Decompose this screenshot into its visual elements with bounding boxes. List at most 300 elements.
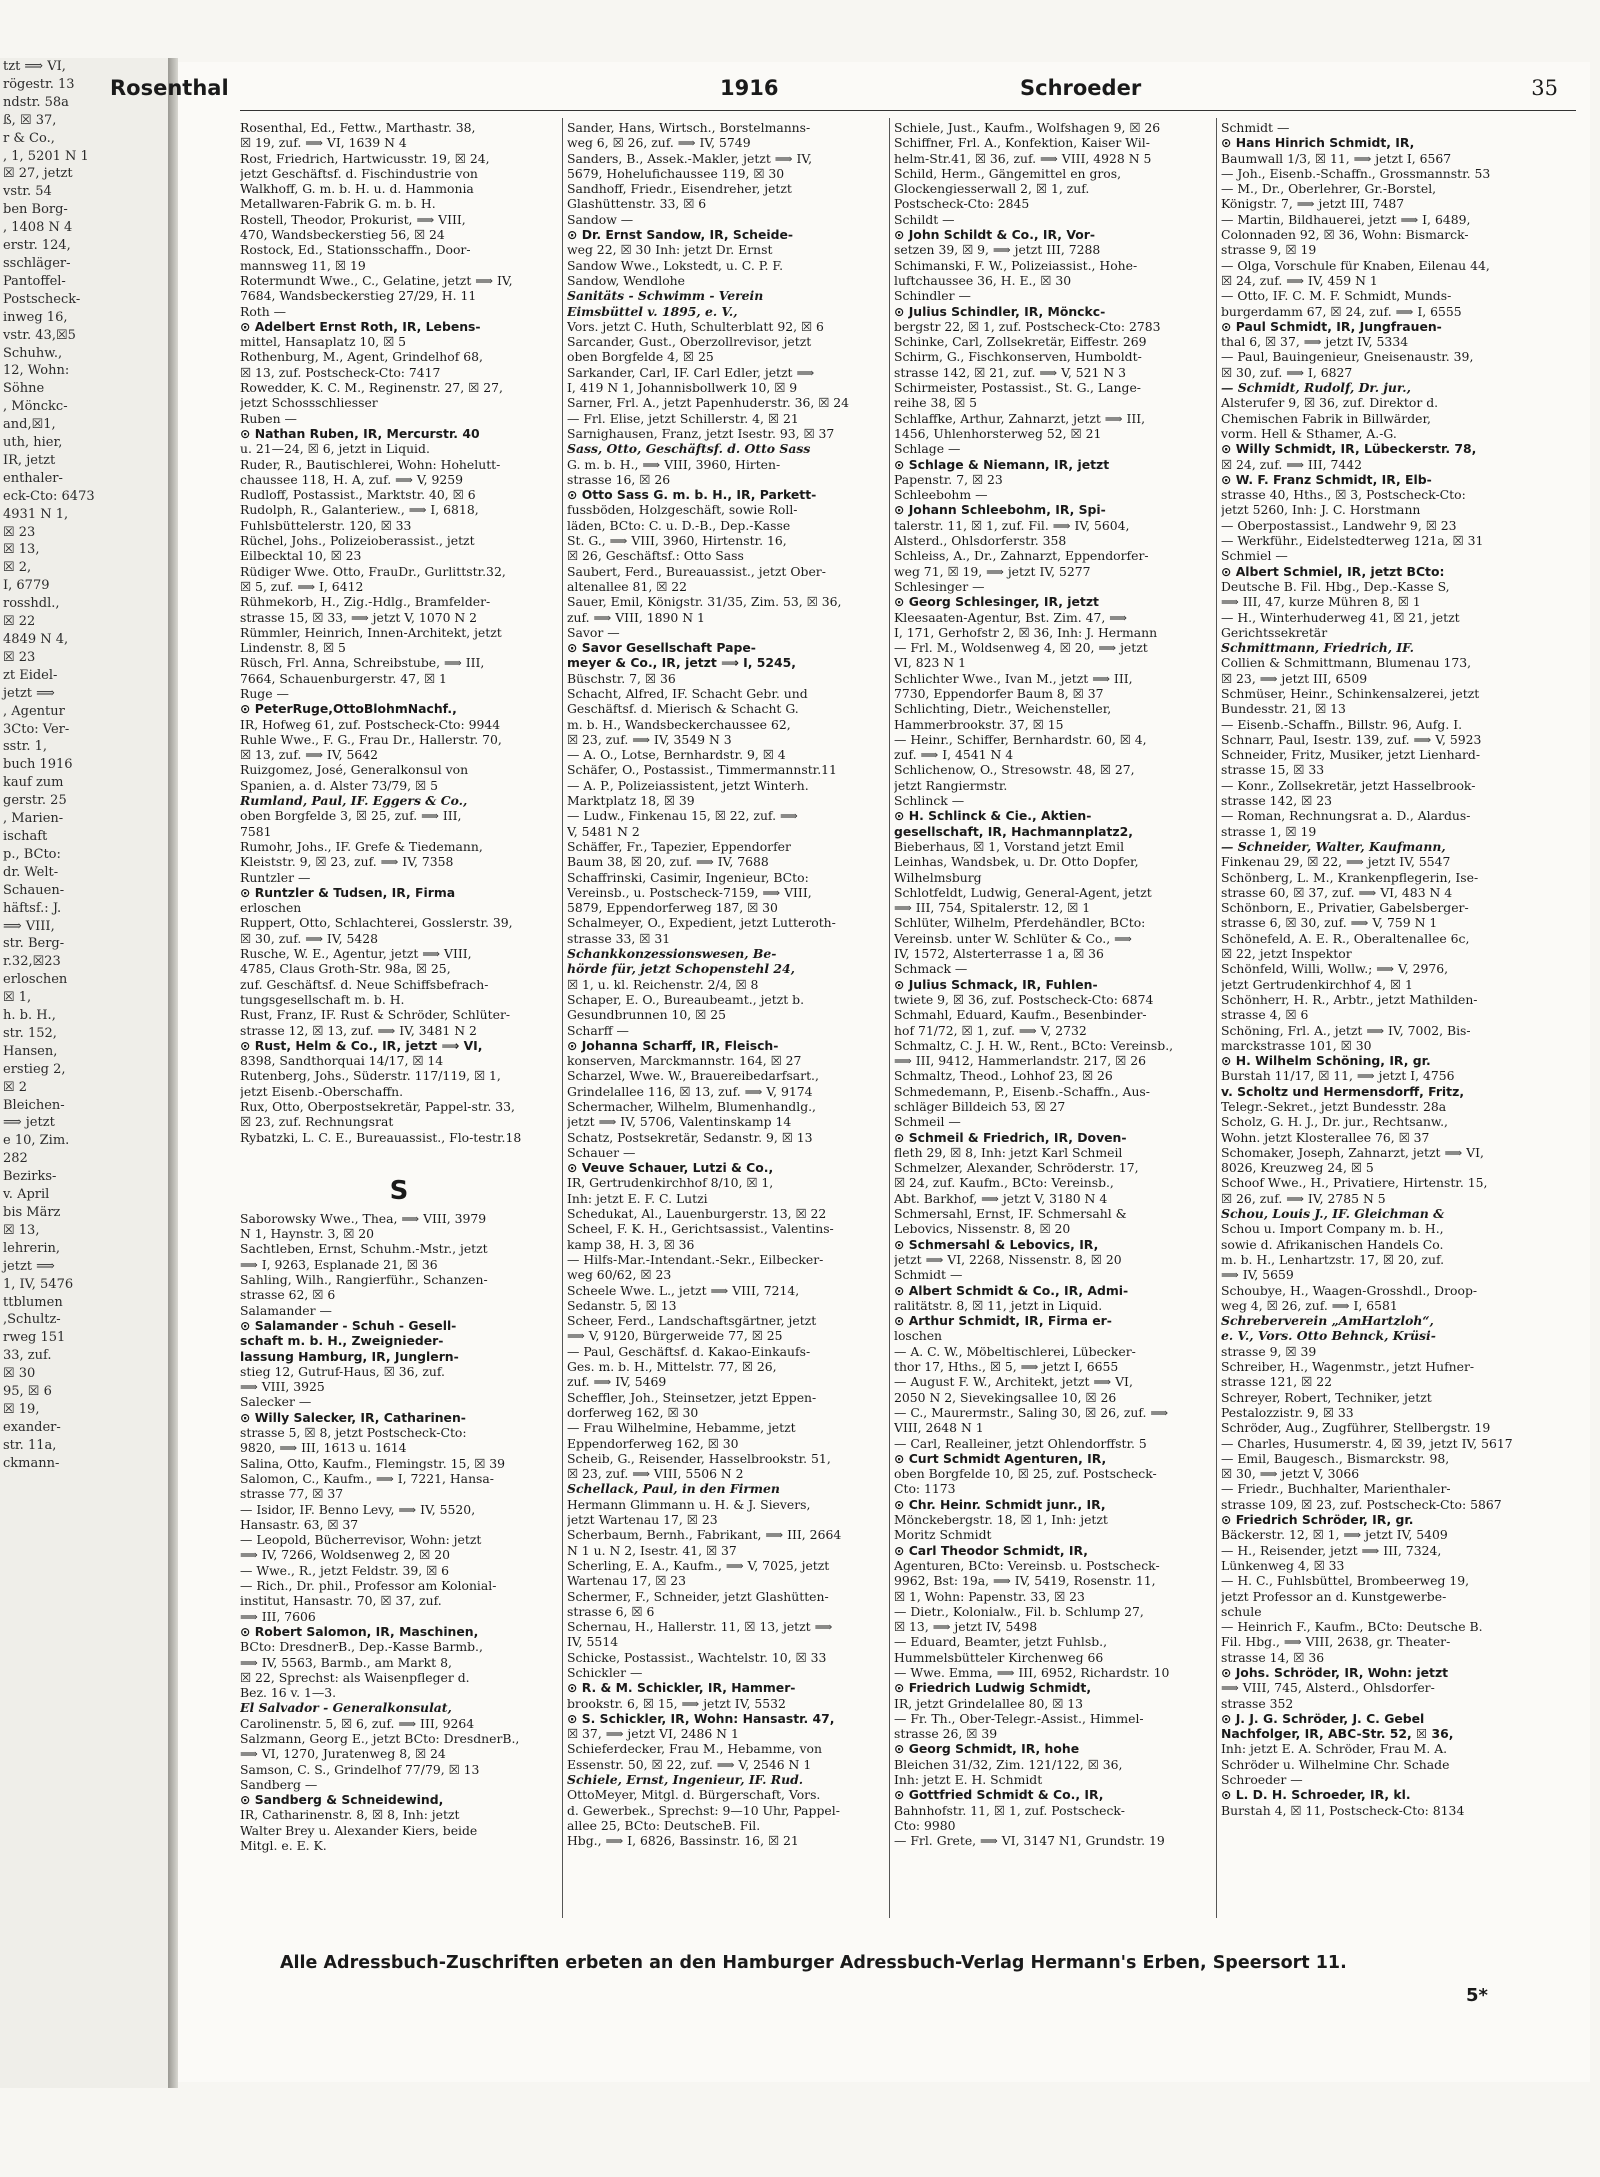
directory-entry-line: ☒ 13, zuf. ⟹ IV, 5642 <box>240 747 379 763</box>
directory-entry-line: Cto: 9980 <box>894 1817 956 1833</box>
directory-entry-line: — August F. W., Architekt, jetzt ⟹ VI, <box>894 1374 1133 1390</box>
directory-entry-line: Scheib, G., Reisender, Hasselbrookstr. 51, <box>567 1450 831 1466</box>
directory-entry-line: — Joh., Eisenb.-Schaffn., Grossmannstr. 53 <box>1221 165 1491 181</box>
directory-entry-line: ☒ 23, zuf. ⟹ IV, 3549 N 3 <box>567 731 732 747</box>
directory-entry-line: ⟹ VI, 1270, Juratenweg 8, ☒ 24 <box>240 1746 446 1762</box>
directory-entry-line: — Konr., Zollsekretär, jetzt Hasselbrook- <box>1221 777 1476 793</box>
directory-entry-line: zuf. ⟹ VIII, 1890 N 1 <box>567 609 705 625</box>
directory-entry-line: Rowedder, K. C. M., Reginenstr. 27, ☒ 27, <box>240 380 503 396</box>
directory-entry-line: — Frau Wilhelmine, Hebamme, jetzt <box>567 1420 796 1436</box>
book-gutter <box>168 58 178 2088</box>
directory-entry-line: Schacht, Alfred, IF. Schacht Gebr. und <box>567 685 808 701</box>
directory-entry-line: — Frl. M., Woldsenweg 4, ☒ 20, ⟹ jetzt <box>894 640 1148 656</box>
directory-entry-line: Rühmekorb, H., Zig.-Hdlg., Bramfelder- <box>240 594 491 610</box>
left-page-line: , Agentur <box>3 703 65 719</box>
directory-entry-line: jetzt Gertrudenkirchhof 4, ☒ 1 <box>1221 976 1413 992</box>
directory-entry-line: — Wwe., R., jetzt Feldstr. 39, ☒ 6 <box>240 1562 450 1578</box>
directory-entry-line: Eppendorferweg 162, ☒ 30 <box>567 1435 739 1451</box>
directory-entry-line: oben Borgfelde 4, ☒ 25 <box>567 349 714 365</box>
directory-entry-line: Schreyer, Robert, Techniker, jetzt <box>1221 1389 1432 1405</box>
directory-entry-line: ⊙ Willy Schmidt, IR, Lübeckerstr. 78, <box>1221 441 1477 457</box>
directory-entry-line: Alsterd., Ohlsdorferstr. 358 <box>894 533 1067 549</box>
directory-entry-line: Gerichtssekretär <box>1221 624 1328 640</box>
directory-entry-line: Schellack, Paul, in den Firmen <box>567 1481 780 1497</box>
left-page-line: 1, IV, 5476 <box>3 1276 74 1292</box>
left-page-line: 12, Wohn: <box>3 363 70 379</box>
directory-entry-line: erloschen <box>240 900 302 916</box>
directory-entry-line: Ruhle Wwe., F. G., Frau Dr., Hallerstr. 70, <box>240 731 502 747</box>
directory-entry-line: Schomaker, Joseph, Zahnarzt, jetzt ⟹ VI, <box>1221 1144 1484 1160</box>
directory-entry-line: Bez. 16 v. 1—3. <box>240 1685 337 1701</box>
directory-entry-line: Schlotfeldt, Ludwig, General-Agent, jetzt <box>894 884 1152 900</box>
directory-entry-line: ⊙ Dr. Ernst Sandow, IR, Scheide- <box>567 227 794 243</box>
directory-entry-line: Saborowsky Wwe., Thea, ⟹ VIII, 3979 <box>240 1210 487 1226</box>
directory-entry-line: Schmack — <box>894 961 968 977</box>
left-page-line: zt Eidel- <box>3 667 58 683</box>
directory-entry-line: ☒ 13, zuf. Postscheck-Cto: 7417 <box>240 364 441 380</box>
directory-entry-line: St. G., ⟹ VIII, 3960, Hirtenstr. 16, <box>567 533 787 549</box>
directory-entry-line: setzen 39, ☒ 9, ⟹ jetzt III, 7288 <box>894 242 1101 258</box>
left-page-line: erstieg 2, <box>3 1061 66 1077</box>
directory-entry-line: mittel, Hansaplatz 10, ☒ 5 <box>240 334 407 350</box>
directory-entry-line: Scheer, Ferd., Landschaftsgärtner, jetzt <box>567 1313 817 1329</box>
left-page-line: jetzt ⟹ <box>3 685 55 701</box>
directory-entry-line: Geschäftsf. d. Mierisch & Schacht G. <box>567 701 799 717</box>
directory-entry-line: strasse 26, ☒ 39 <box>894 1726 998 1742</box>
directory-entry-line: Hammerbrookstr. 37, ☒ 15 <box>894 716 1064 732</box>
directory-entry-line: 7664, Schauenburgerstr. 47, ☒ 1 <box>240 670 447 686</box>
directory-entry-line: ☒ 19, zuf. ⟹ VI, 1639 N 4 <box>240 135 407 151</box>
directory-entry-line: Ruben — <box>240 410 297 426</box>
directory-entry-line: ⊙ W. F. Franz Schmidt, IR, Elb- <box>1221 471 1432 487</box>
directory-entry-line: Sanitäts - Schwimm - Verein <box>567 288 764 304</box>
directory-entry-line: Wartenau 17, ☒ 23 <box>567 1573 687 1589</box>
directory-entry-line: ☒ 37, ⟹ jetzt VI, 2486 N 1 <box>567 1726 739 1742</box>
directory-entry-line: Rüdiger Wwe. Otto, FrauDr., Gurlittstr.32, <box>240 563 506 579</box>
directory-entry-line: Runtzler — <box>240 869 311 885</box>
directory-entry-line: Spanien, a. d. Alster 73/79, ☒ 5 <box>240 777 438 793</box>
directory-entry-line: Schatz, Postsekretär, Sedanstr. 9, ☒ 13 <box>567 1129 813 1145</box>
directory-entry-line: ⊙ Georg Schmidt, IR, hohe <box>894 1741 1080 1757</box>
directory-entry-line: Fuhlsbüttelerstr. 120, ☒ 33 <box>240 517 412 533</box>
directory-entry-line: jetzt ⟹ IV, 5706, Valentinskamp 14 <box>567 1114 792 1130</box>
directory-entry-line: Schiffner, Frl. A., Konfektion, Kaiser Wil- <box>894 135 1150 151</box>
directory-entry-line: Rumland, Paul, IF. Eggers & Co., <box>240 793 468 809</box>
directory-entry-line: Rumohr, Johs., IF. Grefe & Tiedemann, <box>240 838 483 854</box>
left-page-line: ☒ 23 <box>3 649 36 665</box>
directory-entry-line: ⊙ R. & M. Schickler, IR, Hammer- <box>567 1680 796 1696</box>
left-page-line: kauf zum <box>3 775 64 791</box>
left-page-line: I, 6779 <box>3 578 50 594</box>
directory-entry-line: Cto: 1173 <box>894 1481 956 1497</box>
directory-entry-line: jetzt ⟹ VI, 2268, Nissenstr. 8, ☒ 20 <box>894 1251 1122 1267</box>
directory-entry-line: BCto: DresdnerB., Dep.-Kasse Barmb., <box>240 1639 483 1655</box>
directory-entry-line: Ruder, R., Bautischlerei, Wohn: Hohelutt- <box>240 456 501 472</box>
signature-mark: 5* <box>1466 1985 1488 2006</box>
directory-entry-line: ⊙ Rust, Helm & Co., IR, jetzt ⟹ VI, <box>240 1037 483 1053</box>
left-page-line: ☒ 22 <box>3 614 36 630</box>
directory-entry-line: Scheffler, Joh., Steinsetzer, jetzt Eppen- <box>567 1389 817 1405</box>
publisher-footer: Alle Adressbuch-Zuschriften erbeten an den Hamburger Adressbuch-Verlag Hermann's Erben, Speersort 11. <box>280 1953 1347 1973</box>
directory-entry-line: El Salvador - Generalkonsulat, <box>240 1700 452 1716</box>
directory-entry-line: ⊙ Schlage & Niemann, IR, jetzt <box>894 456 1110 472</box>
directory-entry-line: Schmeil — <box>894 1114 961 1130</box>
directory-entry-line: Rost, Friedrich, Hartwicusstr. 19, ☒ 24, <box>240 150 490 166</box>
directory-entry-line: Rümmler, Heinrich, Innen-Architekt, jetzt <box>240 624 502 640</box>
directory-entry-line: zuf. Geschäftsf. d. Neue Schiffsbefrach- <box>240 976 489 992</box>
directory-entry-line: ⊙ Willy Salecker, IR, Catharinen- <box>240 1409 466 1425</box>
directory-entry-line: Bieberhaus, ☒ 1, Vorstand jetzt Emil <box>894 838 1125 854</box>
left-page-line: lehrerin, <box>3 1240 61 1256</box>
directory-entry-line: konserven, Marckmannstr. 164, ☒ 27 <box>567 1053 802 1069</box>
directory-entry-line: I, 419 N 1, Johannisbollwerk 10, ☒ 9 <box>567 380 798 396</box>
directory-entry-line: jetzt 5260, Inh: J. C. Horstmann <box>1221 502 1421 518</box>
directory-entry-line: ⊙ Johanna Scharff, IR, Fleisch- <box>567 1037 779 1053</box>
directory-entry-line: dorferweg 162, ☒ 30 <box>567 1404 699 1420</box>
header-left-keyword: Rosenthal <box>110 76 229 100</box>
directory-entry-line: Schindler — <box>894 288 971 304</box>
left-page-line: ☒ 19, <box>3 1401 40 1417</box>
directory-entry-line: Schicke, Postassist., Wachtelstr. 10, ☒ 33 <box>567 1649 827 1665</box>
directory-entry-line: — Friedr., Buchhalter, Marienthaler- <box>1221 1481 1451 1497</box>
directory-entry-line: Rudloff, Postassist., Marktstr. 40, ☒ 6 <box>240 487 476 503</box>
directory-entry-line: Abt. Barkhof, ⟹ jetzt V, 3180 N 4 <box>894 1190 1108 1206</box>
directory-entry-line: Grindelallee 116, ☒ 13, zuf. ⟹ V, 9174 <box>567 1083 813 1099</box>
directory-entry-line: jetzt Schossschliesser <box>240 395 378 411</box>
directory-entry-line: 9962, Bst: 19a, ⟹ IV, 5419, Rosenstr. 11, <box>894 1573 1156 1589</box>
directory-entry-line: luftchaussee 36, H. E., ☒ 30 <box>894 272 1072 288</box>
left-page-line: ☒ 2 <box>3 1079 28 1095</box>
directory-entry-line: IV, 1572, Alsterterrasse 1 a, ☒ 36 <box>894 946 1104 962</box>
directory-entry-line: Bäckerstr. 12, ☒ 1, ⟹ jetzt IV, 5409 <box>1221 1527 1448 1543</box>
directory-entry-line: Schönberg, L. M., Krankenpflegerin, Ise- <box>1221 869 1479 885</box>
directory-entry-line: N 1, Haynstr. 3, ☒ 20 <box>240 1226 375 1242</box>
directory-entry-line: ☒ 30, zuf. ⟹ I, 6827 <box>1221 364 1353 380</box>
directory-entry-line: G. m. b. H., ⟹ VIII, 3960, Hirten- <box>567 456 781 472</box>
directory-entry-line: — Olga, Vorschule für Knaben, Eilenau 44, <box>1221 257 1490 273</box>
directory-entry-line: Leinhas, Wandsbek, u. Dr. Otto Dopfer, <box>894 854 1139 870</box>
left-page-line: inweg 16, <box>3 309 68 325</box>
directory-entry-line: altenallee 81, ☒ 22 <box>567 578 688 594</box>
directory-entry-line: Collien & Schmittmann, Blumenau 173, <box>1221 655 1472 671</box>
directory-entry-line: — Otto, IF. C. M. F. Schmidt, Munds- <box>1221 288 1452 304</box>
directory-entry-line: reihe 38, ☒ 5 <box>894 395 978 411</box>
left-page-line: Hansen, <box>3 1043 58 1059</box>
directory-entry-line: jetzt Eisenb.-Oberschaffn. <box>240 1083 404 1099</box>
directory-entry-line: Schmiel — <box>1221 548 1288 564</box>
directory-entry-line: — H., Winterhuderweg 41, ☒ 21, jetzt <box>1221 609 1460 625</box>
left-page-fragment <box>0 58 170 2088</box>
directory-entry-line: Rüchel, Johs., Polizeioberassist., jetzt <box>240 533 475 549</box>
directory-entry-line: Königstr. 7, ⟹ jetzt III, 7487 <box>1221 196 1405 212</box>
directory-entry-line: vorm. Hell & Sthamer, A.-G. <box>1221 425 1397 441</box>
directory-entry-line: IR, jetzt Grindelallee 80, ☒ 13 <box>894 1695 1084 1711</box>
directory-entry-line: — A. O., Lotse, Bernhardstr. 9, ☒ 4 <box>567 747 786 763</box>
directory-entry-line: — A. P., Polizeiassistent, jetzt Winterh. <box>567 777 809 793</box>
left-page-line: bis März <box>3 1205 61 1220</box>
directory-entry-line: Colonnaden 92, ☒ 36, Wohn: Bismarck- <box>1221 227 1469 243</box>
directory-entry-line: ⊙ Albert Schmidt & Co., IR, Admi- <box>894 1282 1129 1298</box>
left-page-line: , 1, 5201 N 1 <box>3 148 89 164</box>
directory-entry-line: ⟹ VIII, 3925 <box>240 1379 325 1395</box>
left-page-line: Söhne <box>3 381 45 397</box>
left-page-line: erloschen <box>3 972 68 988</box>
directory-entry-line: Schiele, Just., Kaufm., Wolfshagen 9, ☒ 26 <box>894 120 1161 135</box>
left-page-line: str. Berg- <box>3 936 65 952</box>
left-page-line: rögestr. 13 <box>3 76 75 92</box>
directory-entry-line: ⟹ III, 754, Spitalerstr. 12, ☒ 1 <box>894 900 1091 916</box>
left-page-line: , Mönckc- <box>3 399 68 415</box>
directory-column-4 <box>1221 120 1561 1930</box>
directory-entry-line: IR, Gertrudenkirchhof 8/10, ☒ 1, <box>567 1175 774 1191</box>
directory-entry-line: ⊙ John Schildt & Co., IR, Vor- <box>894 227 1095 243</box>
directory-entry-line: Schroeder — <box>1221 1772 1303 1788</box>
directory-entry-line: Savor — <box>567 624 620 640</box>
directory-entry-line: allee 25, BCto: DeutscheB. Fil. <box>567 1817 761 1833</box>
directory-entry-line: Scharzel, Wwe. W., Brauereibedarfsart., <box>567 1068 819 1084</box>
directory-entry-line: V, 5481 N 2 <box>567 823 640 839</box>
directory-entry-line: institut, Hansastr. 70, ☒ 37, zuf. <box>240 1593 442 1609</box>
directory-entry-line: Kleesaaten-Agentur, Bst. Zim. 47, ⟹ <box>894 609 1128 625</box>
directory-entry-line: Rusche, W. E., Agentur, jetzt ⟹ VIII, <box>240 946 472 962</box>
directory-entry-line: Scherbaum, Bernh., Fabrikant, ⟹ III, 2664 <box>567 1527 842 1543</box>
left-page-line: sschläger- <box>3 255 71 271</box>
directory-entry-line: Schlesinger — <box>894 578 985 594</box>
directory-entry-line: u. 21—24, ☒ 6, jetzt in Liquid. <box>240 441 430 457</box>
directory-entry-line: thor 17, Hths., ☒ 5, ⟹ jetzt I, 6655 <box>894 1359 1119 1375</box>
directory-entry-line: Schermacher, Wilhelm, Blumenhandlg., <box>567 1099 816 1114</box>
directory-entry-line: Hummelsbütteler Kirchenweg 66 <box>894 1649 1104 1665</box>
directory-entry-line: Vereinsb., u. Postscheck-7159, ⟹ VIII, <box>567 884 812 900</box>
directory-entry-line: ⊙ Otto Sass G. m. b. H., IR, Parkett- <box>567 487 817 503</box>
header-rule <box>240 110 1576 111</box>
directory-entry-line: Schedukat, Al., Lauenburgerstr. 13, ☒ 22 <box>567 1206 827 1222</box>
directory-entry-line: Sanders, B., Assek.-Makler, jetzt ⟹ IV, <box>567 150 813 166</box>
directory-entry-line: Lünkenweg 4, ☒ 33 <box>1221 1557 1345 1573</box>
directory-entry-line: Lebovics, Nissenstr. 8, ☒ 20 <box>894 1221 1071 1237</box>
directory-entry-line: ⊙ Friedrich Ludwig Schmidt, <box>894 1680 1092 1696</box>
directory-entry-line: strasse 15, ☒ 33 <box>1221 762 1325 778</box>
directory-entry-line: Walkhoff, G. m. b. H. u. d. Hammonia <box>240 181 474 197</box>
directory-entry-line: oben Borgfelde 10, ☒ 25, zuf. Postscheck- <box>894 1466 1157 1482</box>
directory-entry-line: ☒ 26, Geschäftsf.: Otto Sass <box>567 548 744 564</box>
directory-entry-line: meyer & Co., IR, jetzt ⟹ I, 5245, <box>567 655 796 671</box>
directory-entry-line: — Martin, Bildhauerei, jetzt ⟹ I, 6489, <box>1221 211 1471 227</box>
directory-entry-line: thal 6, ☒ 37, ⟹ jetzt IV, 5334 <box>1221 334 1409 350</box>
directory-entry-line: zuf. ⟹ IV, 5469 <box>567 1374 667 1390</box>
directory-entry-line: — Eisenb.-Schaffn., Billstr. 96, Aufg. I. <box>1221 716 1463 732</box>
directory-entry-line: — Hilfs-Mar.-Intendant.-Sekr., Eilbecker- <box>567 1251 824 1267</box>
directory-entry-line: ⊙ H. Schlinck & Cie., Aktien- <box>894 808 1092 824</box>
left-page-line: gerstr. 25 <box>3 793 67 809</box>
left-page-line: 33, zuf. <box>3 1348 52 1364</box>
directory-entry-line: ⊙ PeterRuge,OttoBlohmNachf., <box>240 701 457 717</box>
directory-entry-line: ☒ 5, zuf. ⟹ I, 6412 <box>240 578 364 594</box>
directory-entry-line: Schmahl, Eduard, Kaufm., Besenbinder- <box>894 1007 1147 1023</box>
directory-entry-line: Scheel, F. K. H., Gerichtsassist., Valentins- <box>567 1221 834 1237</box>
directory-entry-line <box>240 1145 558 1171</box>
directory-entry-line: — Paul, Bauingenieur, Gneisenaustr. 39, <box>1221 349 1474 365</box>
directory-entry-line: stieg 12, Gutruf-Haus, ☒ 36, zuf. <box>240 1363 445 1379</box>
directory-entry-line: strasse 6, ☒ 6 <box>567 1603 655 1619</box>
directory-entry-line: hörde für, jetzt Schopenstehl 24, <box>567 961 795 977</box>
directory-entry-line: ⊙ Schmeil & Friedrich, IR, Doven- <box>894 1129 1127 1145</box>
column-divider <box>1216 118 1217 1918</box>
directory-entry-line: ☒ 23, ⟹ jetzt III, 6509 <box>1221 670 1368 686</box>
directory-entry-line: Büschstr. 7, ☒ 36 <box>567 670 676 686</box>
directory-entry-line: — Wwe. Emma, ⟹ III, 6952, Richardstr. 10 <box>894 1664 1170 1680</box>
directory-entry-line: Scholz, G. H. J., Dr. jur., Rechtsanw., <box>1221 1114 1448 1130</box>
directory-entry-line: Schöning, Frl. A., jetzt ⟹ IV, 7002, Bis- <box>1221 1022 1471 1038</box>
left-page-line: p., BCto: <box>3 846 61 862</box>
directory-entry-line: Schou, Louis J., IF. Gleichman & <box>1221 1206 1445 1222</box>
directory-entry-line: Rostock, Ed., Stationsschaffn., Door- <box>240 242 471 258</box>
directory-column-3 <box>894 120 1212 1930</box>
directory-entry-line: fussböden, Holzgeschäft, sowie Roll- <box>567 502 798 518</box>
directory-entry-line: Schalmeyer, O., Expedient, jetzt Lutteroth- <box>567 915 836 931</box>
directory-entry-line: Ruge — <box>240 685 289 701</box>
directory-entry-line: ⊙ Runtzler & Tudsen, IR, Firma <box>240 884 456 900</box>
left-page-line: exander- <box>3 1419 61 1435</box>
left-page-line: häftsf.: J. <box>3 900 62 916</box>
directory-entry-line: Roth — <box>240 303 287 319</box>
directory-entry-line: strasse 6, ☒ 30, zuf. ⟹ V, 759 N 1 <box>1221 915 1438 931</box>
directory-entry-line: Schirm, G., Fischkonserven, Humboldt- <box>894 349 1142 365</box>
directory-entry-line: Rust, Franz, IF. Rust & Schröder, Schlüter- <box>240 1007 511 1023</box>
directory-entry-line: ⊙ Veuve Schauer, Lutzi & Co., <box>567 1160 774 1176</box>
directory-entry-line: Rux, Otto, Oberpostsekretär, Pappel-str. 33, <box>240 1099 515 1114</box>
directory-entry-line: strasse 9, ☒ 19 <box>1221 242 1317 258</box>
directory-entry-line: Schimanski, F. W., Polizeiassist., Hohe- <box>894 257 1138 273</box>
directory-column-2 <box>567 120 885 1930</box>
directory-entry-line: Hbg., ⟹ I, 6826, Bassinstr. 16, ☒ 21 <box>567 1833 799 1849</box>
directory-entry-line: ⟹ IV, 5563, Barmb., am Markt 8, <box>240 1654 452 1670</box>
directory-entry-line: Inh: jetzt E. H. Schmidt <box>894 1772 1043 1788</box>
directory-entry-line: Schoubye, H., Waagen-Grosshdl., Droop- <box>1221 1282 1478 1298</box>
directory-entry-line: weg 71, ☒ 19, ⟹ jetzt IV, 5277 <box>894 563 1091 579</box>
directory-entry-line: IR, Catharinenstr. 8, ☒ 8, Inh: jetzt <box>240 1807 460 1823</box>
directory-entry-line: Schildt — <box>894 211 955 227</box>
directory-entry-line: Sauer, Emil, Königstr. 31/35, Zim. 53, ☒ 36, <box>567 594 842 610</box>
directory-entry-line: Carolinenstr. 5, ☒ 6, zuf. ⟹ III, 9264 <box>240 1715 475 1731</box>
directory-entry-line: Schmaltz, Theod., Lohhof 23, ☒ 26 <box>894 1068 1113 1084</box>
directory-entry-line: strasse 109, ☒ 23, zuf. Postscheck-Cto: 5867 <box>1221 1496 1502 1512</box>
directory-entry-line: d. Gewerbek., Sprechst: 9—10 Uhr, Pappel- <box>567 1802 840 1818</box>
directory-entry-line: Baumwall 1/3, ☒ 11, ⟹ jetzt I, 6567 <box>1221 150 1452 166</box>
directory-entry-line: — Eduard, Beamter, jetzt Fuhlsb., <box>894 1634 1108 1650</box>
directory-entry-line: Schäffer, Fr., Tapezier, Eppendorfer <box>567 838 791 854</box>
directory-entry-line: Schlichting, Dietr., Weichensteller, <box>894 701 1112 717</box>
left-page-line: h. b. H., <box>3 1008 56 1024</box>
directory-entry-line: läden, BCto: C. u. D.-B., Dep.-Kasse <box>567 517 791 533</box>
directory-entry-line: 1456, Uhlenhorsterweg 52, ☒ 21 <box>894 425 1102 441</box>
directory-entry-line: Papenstr. 7, ☒ 23 <box>894 471 1003 487</box>
directory-entry-line: ☒ 13, ⟹ jetzt IV, 5498 <box>894 1619 1038 1635</box>
directory-entry-line: — A. C. W., Möbeltischlerei, Lübecker- <box>894 1343 1136 1359</box>
directory-entry-line: Schinke, Carl, Zollsekretär, Eiffestr. 269 <box>894 334 1147 350</box>
directory-entry-line: weg 60/62, ☒ 23 <box>567 1267 672 1283</box>
left-page-line: IR, jetzt <box>3 452 56 468</box>
directory-entry-line: Schäfer, O., Postassist., Timmermannstr.11 <box>567 762 837 778</box>
left-page-line: r.32,☒23 <box>3 954 61 970</box>
directory-entry-line: strasse 12, ☒ 13, zuf. ⟹ IV, 3481 N 2 <box>240 1022 477 1038</box>
directory-entry-line: m. b. H., Wandsbeckerchaussee 62, <box>567 716 791 732</box>
directory-entry-line: strasse 33, ☒ 31 <box>567 930 671 946</box>
directory-entry-line: ⊙ Friedrich Schröder, IR, gr. <box>1221 1512 1414 1528</box>
directory-entry-line: Sedanstr. 5, ☒ 13 <box>567 1297 677 1313</box>
directory-entry-line: Sachtleben, Ernst, Schuhm.-Mstr., jetzt <box>240 1241 488 1257</box>
left-page-line: ☒ 13, <box>3 1222 40 1238</box>
directory-entry-line: strasse 9, ☒ 39 <box>1221 1343 1317 1359</box>
directory-entry-line: zuf. ⟹ I, 4541 N 4 <box>894 747 1014 763</box>
page-number: 35 <box>1531 76 1558 100</box>
directory-entry-line: Marktplatz 18, ☒ 39 <box>567 793 695 809</box>
directory-entry-line: Schiele, Ernst, Ingenieur, IF. Rud. <box>567 1772 804 1788</box>
directory-entry-line: strasse 62, ☒ 6 <box>240 1287 336 1303</box>
directory-entry-line: schaft m. b. H., Zweignieder- <box>240 1333 444 1349</box>
directory-entry-line: strasse 16, ☒ 26 <box>567 471 671 487</box>
left-page-line: 3Cto: Ver- <box>3 721 70 737</box>
left-page-line: ndstr. 58a <box>3 94 69 110</box>
directory-entry-line: weg 6, ☒ 26, zuf. ⟹ IV, 5749 <box>567 135 751 151</box>
directory-entry-line: talerstr. 11, ☒ 1, zuf. Fil. ⟹ IV, 5604, <box>894 517 1130 533</box>
header-year: 1916 <box>720 76 779 100</box>
directory-entry-line: IV, 5514 <box>567 1634 619 1650</box>
directory-entry-line: kamp 38, H. 3, ☒ 36 <box>567 1236 695 1252</box>
directory-entry-line: Schmüser, Heinr., Schinkensalzerei, jetzt <box>1221 685 1480 701</box>
left-page-line: ☒ 13, <box>3 542 40 558</box>
directory-entry-line: Schmidt — <box>894 1267 963 1283</box>
left-page-line: ☒ 30 <box>3 1366 36 1382</box>
directory-entry-line: Schickler — <box>567 1664 643 1680</box>
directory-entry-line: I, 171, Gerhofstr 2, ☒ 36, Inh: J. Hermann <box>894 624 1158 640</box>
directory-entry-line: Schönefeld, A. E. R., Oberaltenallee 6c, <box>1221 930 1470 946</box>
directory-entry-line: ⟹ I, 9263, Esplanade 21, ☒ 36 <box>240 1256 438 1272</box>
left-page-line: Schuhw., <box>3 345 63 361</box>
directory-entry-line: strasse 142, ☒ 21, zuf. ⟹ V, 521 N 3 <box>894 364 1126 380</box>
left-page-line: ben Borg- <box>3 202 68 218</box>
directory-entry-line: Schmedemann, P., Eisenb.-Schaffn., Aus- <box>894 1083 1150 1099</box>
directory-entry-line: ⊙ Sandberg & Schneidewind, <box>240 1792 444 1808</box>
directory-entry-line: Samson, C. S., Grindelhof 77/79, ☒ 13 <box>240 1761 480 1777</box>
directory-entry-line: Hansastr. 63, ☒ 37 <box>240 1516 359 1532</box>
directory-entry-line: ☒ 23, zuf. Rechnungsrat <box>240 1114 394 1130</box>
directory-entry-line: Mönckebergstr. 18, ☒ 1, Inh: jetzt <box>894 1512 1108 1528</box>
directory-entry-line: Schröder u. Wilhelmine Chr. Schade <box>1221 1756 1450 1772</box>
directory-entry-line: Sander, Hans, Wirtsch., Borstelmanns- <box>567 120 811 135</box>
directory-entry-line: Glockengiesserwall 2, ☒ 1, zuf. <box>894 181 1090 197</box>
directory-entry-line: ☒ 30, ⟹ jetzt V, 3066 <box>1221 1466 1360 1482</box>
directory-entry-line: Schou u. Import Company m. b. H., <box>1221 1221 1444 1237</box>
directory-entry-line: Schmersahl, Ernst, IF. Schmersahl & <box>894 1206 1127 1222</box>
directory-entry-line: Eimsbüttel v. 1895, e. V., <box>567 303 738 319</box>
left-page-line: ⟹ VIII, <box>3 918 55 934</box>
directory-entry-line: ⊙ Julius Schindler, IR, Mönckc- <box>894 303 1106 319</box>
directory-entry-line: Schlage — <box>894 441 961 457</box>
directory-entry-line: Telegr.-Sekret., jetzt Bundesstr. 28a <box>1221 1099 1447 1114</box>
left-page-line: v. April <box>3 1187 50 1203</box>
directory-entry-line: 8026, Kreuzweg 24, ☒ 5 <box>1221 1160 1374 1176</box>
directory-entry-line: Schaffrinski, Casimir, Ingenieur, BCto: <box>567 869 809 885</box>
directory-entry-line: ⊙ Johann Schleebohm, IR, Spi- <box>894 502 1106 518</box>
directory-entry-line: — Schneider, Walter, Kaufmann, <box>1221 838 1446 854</box>
directory-entry-line: ☒ 23, zuf. ⟹ VIII, 5506 N 2 <box>567 1466 744 1482</box>
directory-entry-line: Deutsche B. Fil. Hbg., Dep.-Kasse S, <box>1221 578 1450 594</box>
header-right-keyword: Schroeder <box>1020 76 1142 100</box>
directory-entry-line: lassung Hamburg, IR, Junglern- <box>240 1348 459 1364</box>
left-page-line: ischaft <box>3 828 48 844</box>
directory-entry-line: ⊙ H. Wilhelm Schöning, IR, gr. <box>1221 1053 1431 1069</box>
